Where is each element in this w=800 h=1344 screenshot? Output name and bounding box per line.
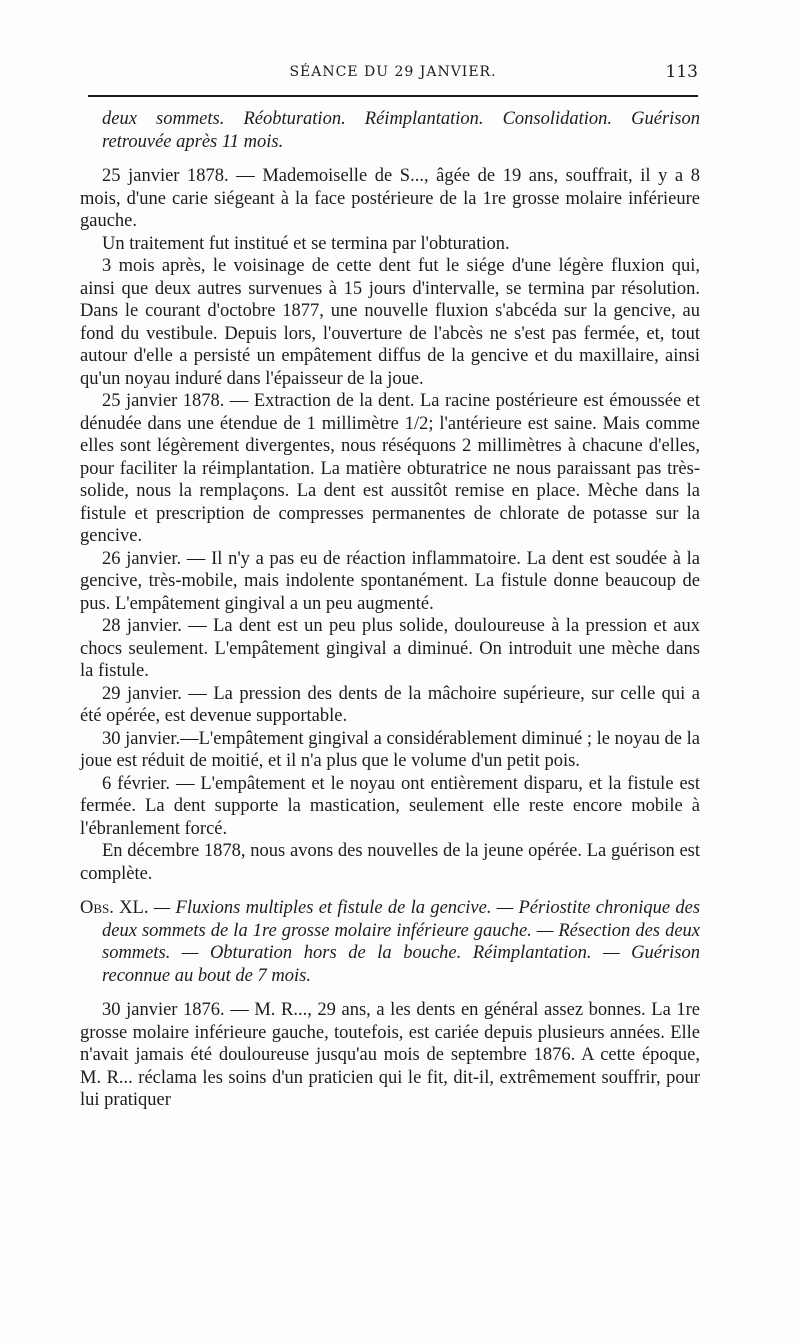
running-title: SÉANCE DU 29 JANVIER. [289,64,497,80]
paragraph: 26 janvier. — Il n'y a pas eu de réaction inflammatoire. La dent est soudée à la gencive, très-mobile, mais indolente spontanément. La fistule donne beaucoup de pus. L'empâtement gingival a un peu augmenté. [80,548,700,614]
page-header [88,62,698,86]
paragraph: 30 janvier 1876. — M. R..., 29 ans, a les dents en général assez bonnes. La 1re grosse molaire inférieure gauche, toutefois, est cariée depuis plusieurs années. Elle n'avait jamais été douloureuse jusqu'au mois de septembre 1876. A cette époque, M. R... réclama les soins d'un praticien qui le fit, dit-il, extrêmement souffrir, pour lui pratiquer [80,1000,700,1110]
paragraph: 25 janvier 1878. — Mademoiselle de S..., âgée de 19 ans, souffrait, il y a 8 mois, d'une carie siégeant à la face postérieure de la 1re grosse molaire inférieure gauche. [80,166,700,231]
observation-title: — Fluxions multiples et fistule de la gencive. — Périostite chronique des deux sommets de la 1re grosse molaire inférieure gauche. — Résection des deux sommets. — Obturation hors de la bouche. Réimplantation. — Guérison reconnue au bout de 7 mois. [102,898,701,986]
header-rule [88,95,698,97]
paragraph: 3 mois après, le voisinage de cette dent fut le siége d'une légère fluxion qui, ainsi que deux autres survenues à 15 jours d'intervalle, se termina par résolution. Dans le courant d'octobre 1877, une nouvelle fluxion s'abcéda sur la gencive, au fond du vestibule. Depuis lors, l'ouverture de l'abcès ne s'est pas fermée, et, tout autour d'elle a persisté un empâtement diffus de la gencive et du maxillaire, ainsi qu'un noyau induré dans l'épaisseur de la joue. [80,256,700,389]
paragraph: 6 février. — L'empâtement et le noyau ont entièrement disparu, et la fistule est fermée. La dent supporte la mastication, seulement elle reste encore mobile à l'ébranlement forcé. [80,773,700,839]
paragraph: 25 janvier 1878. — Extraction de la dent. La racine postérieure est émoussée et dénudée dans une étendue de 1 millimètre 1/2; l'antérieure est saine. Mais comme elles sont légèrement divergentes, nous réséquons 2 millimètres à chacune d'elles, pour faciliter la réimplantation. La matière obturatrice ne nous paraissant pas très-solide, nous la remplaçons. La dent est aussitôt remise en place. Mèche dans la fistule et prescription de compresses permanentes de chlorate de potasse sur la gencive. [80,391,700,546]
intro-continuation: deux sommets. Réobturation. Réimplantation. Consolidation. Guérison retrouvée après 11 mois. [102,109,700,152]
page-number: 113 [665,62,698,82]
paragraph: 28 janvier. — La dent est un peu plus solide, douloureuse à la pression et aux chocs seulement. L'empâtement gingival a diminué. On introduit une mèche dans la fistule. [80,616,700,681]
paragraph: En décembre 1878, nous avons des nouvelles de la jeune opérée. La guérison est complète. [80,841,700,884]
paragraph: 29 janvier. — La pression des dents de la mâchoire supérieure, sur celle qui a été opérée, est devenue supportable. [80,683,700,726]
paragraph: 30 janvier.—L'empâtement gingival a considérablement diminué ; le noyau de la joue est réduit de moitié, et il n'a plus que le volume d'un petit pois. [80,728,700,771]
paragraph: Un traitement fut institué et se termina par l'obturation. [102,233,510,254]
observation-label: Obs. XL. [80,898,149,918]
observation-heading [80,897,700,987]
body-text [80,108,700,1112]
